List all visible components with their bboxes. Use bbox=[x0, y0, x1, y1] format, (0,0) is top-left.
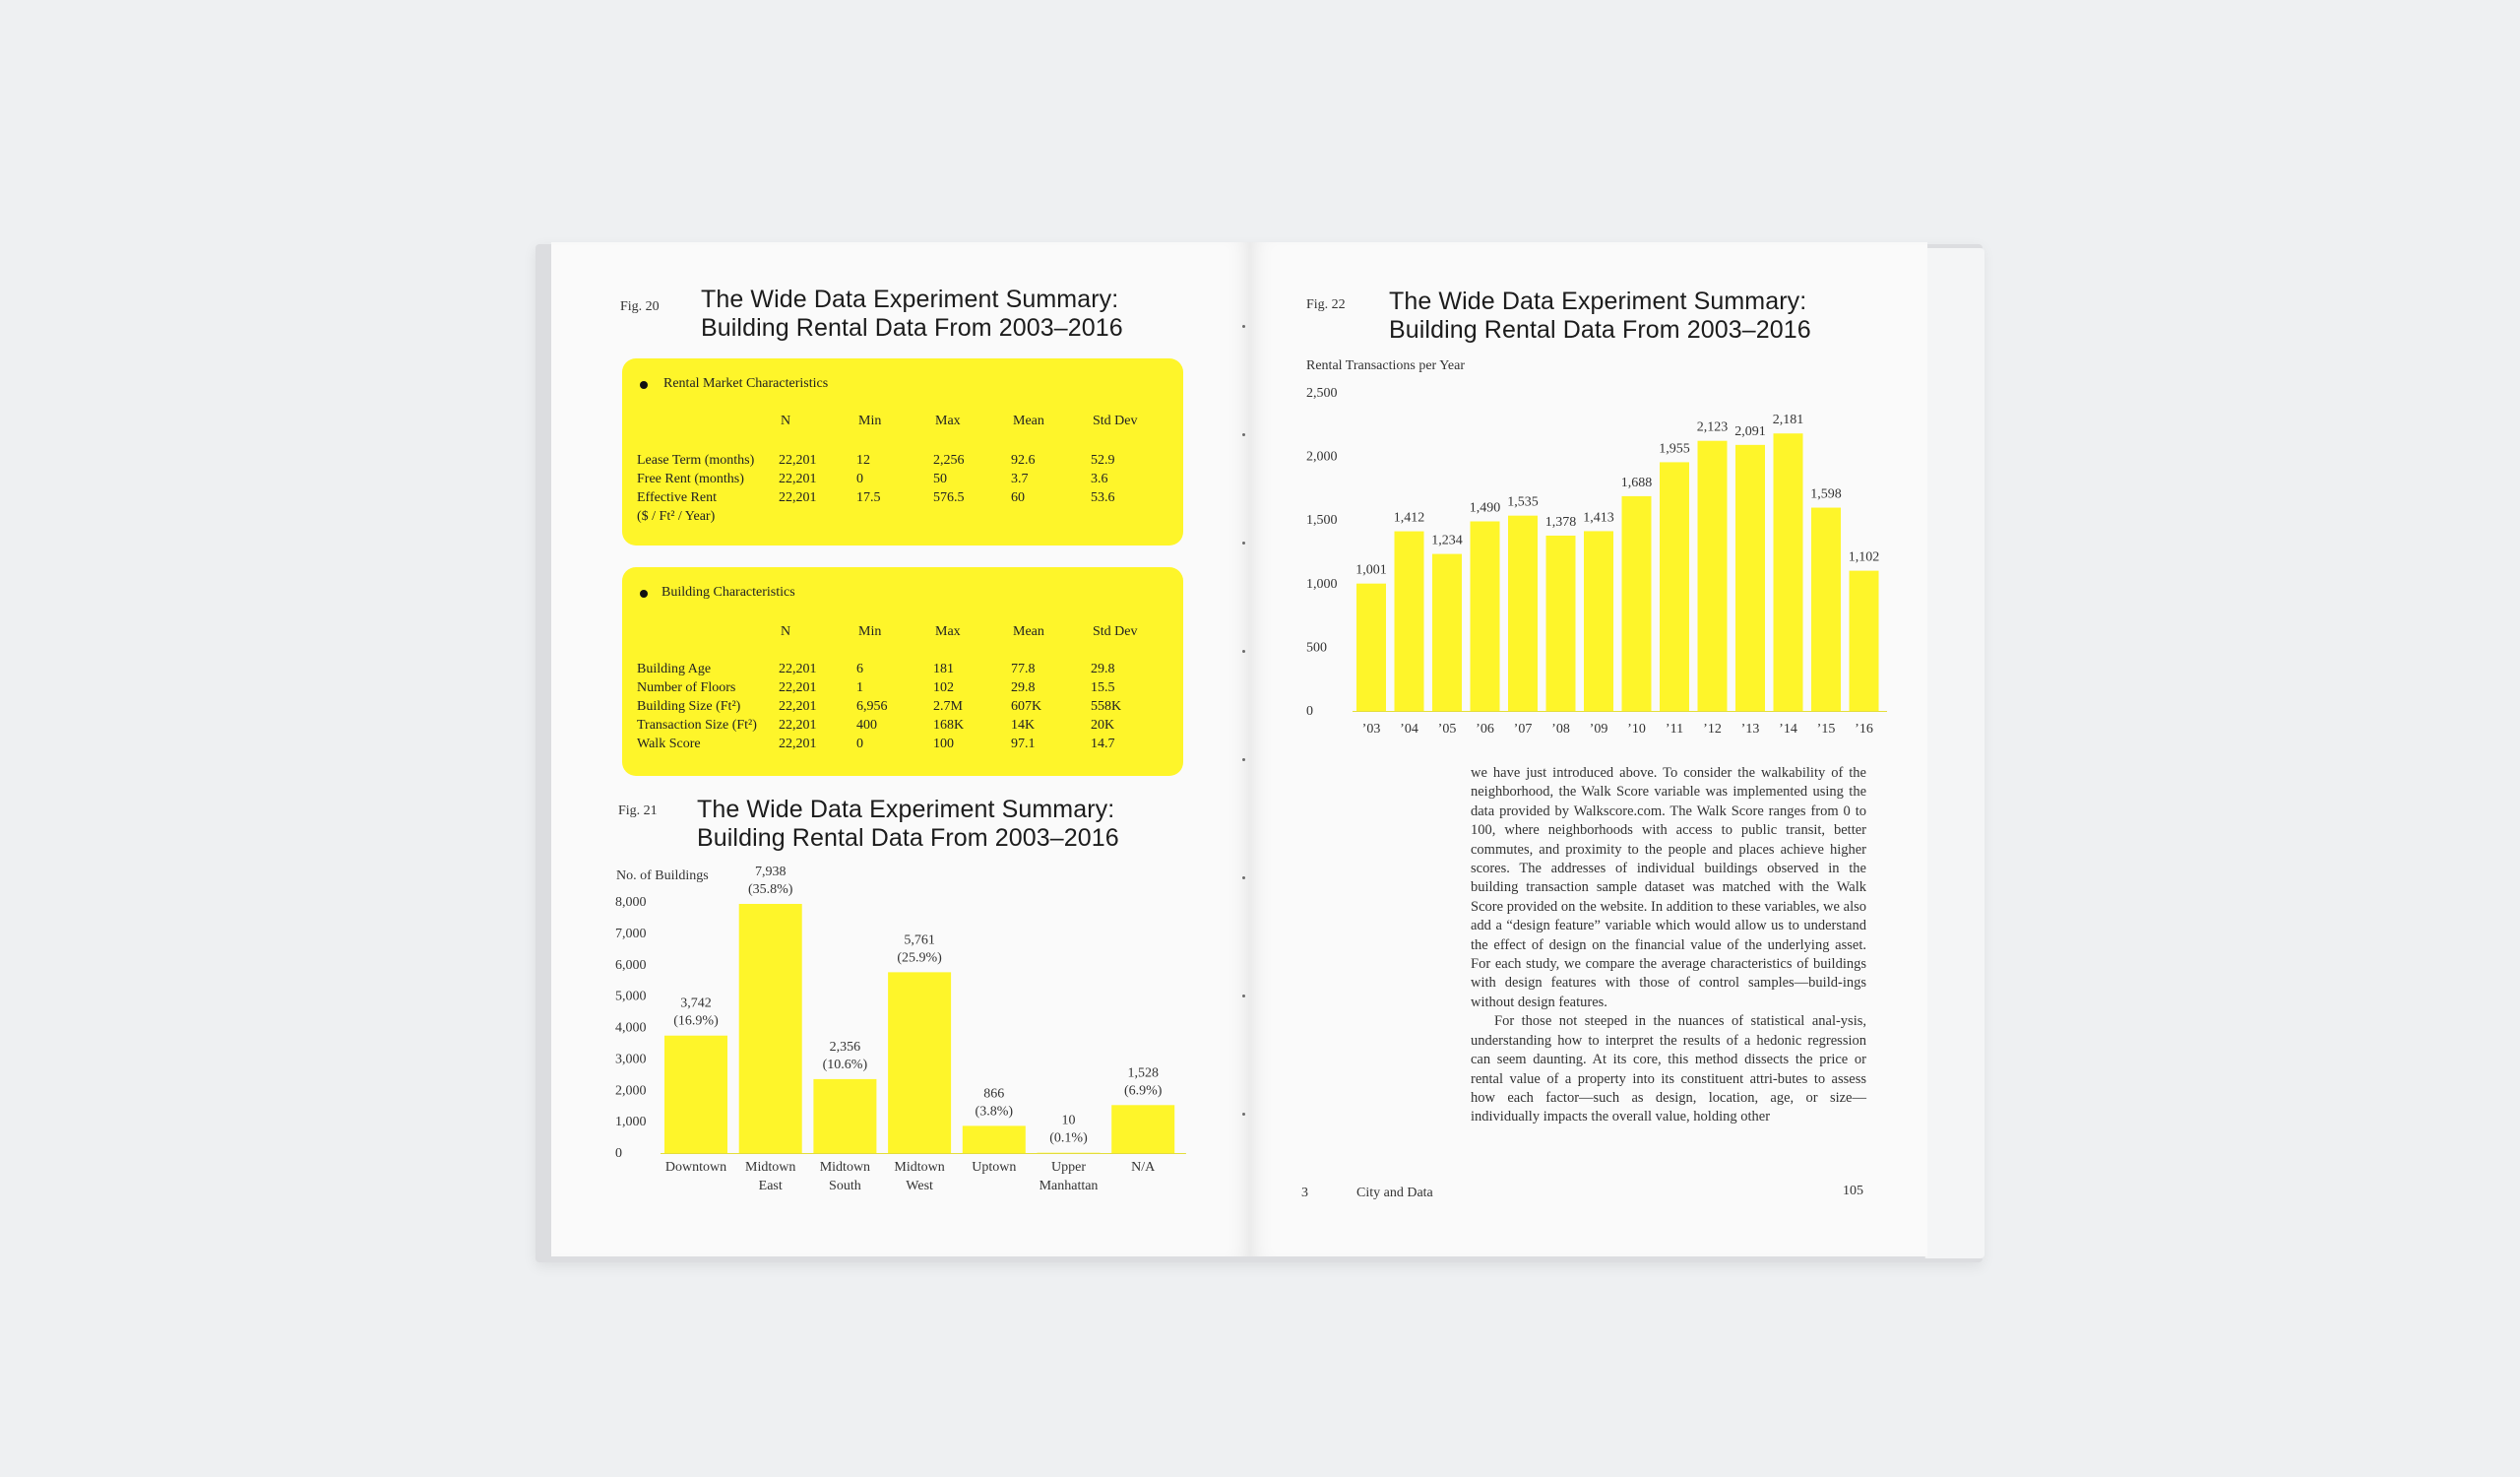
x-tick-label: Midtown bbox=[745, 1160, 796, 1175]
bar bbox=[1471, 521, 1500, 711]
table-cell: 2.7M bbox=[933, 699, 963, 714]
y-tick-label: 1,000 bbox=[615, 1115, 647, 1130]
bar bbox=[1850, 571, 1879, 711]
table-cell: 22,201 bbox=[779, 699, 817, 714]
bar bbox=[963, 1125, 1026, 1153]
column-header: Std Dev bbox=[1093, 624, 1138, 639]
bullet-icon bbox=[640, 381, 648, 389]
data-label: 1,598 bbox=[1810, 486, 1842, 502]
column-header: Mean bbox=[1013, 624, 1044, 639]
bar bbox=[1395, 532, 1424, 711]
column-header: Min bbox=[858, 624, 882, 639]
fig21-bar-chart bbox=[610, 857, 1201, 1211]
table-cell: 100 bbox=[933, 737, 954, 751]
table-heading: Building Characteristics bbox=[662, 585, 795, 600]
table-cell: 576.5 bbox=[933, 490, 965, 505]
table-cell: 52.9 bbox=[1091, 453, 1115, 468]
body-paragraph-1: we have just introduced above. To consider the walkability of the neighborhood, the Walk Score variable was implemented using the data provided by Walkscore.com. The Walk Score ranges from 0 to 100, where neighborhoods with access to public transit, better commutes, and proximity to the people and places achieve higher scores. The addresses of individual buildings observed in the building transaction sample dataset was matched with the Walk Score provided on the website. In addition to these variables, we also add a “design feature” variable which would allow us to understand the effect of design on the financial value of the underlying asset. For each study, we compare the average characteristics of buildings with design features with those of control samples—build-ings without design features. bbox=[1471, 765, 1866, 1010]
bar bbox=[1660, 462, 1689, 711]
column-header: N bbox=[781, 414, 791, 428]
table-cell: 14.7 bbox=[1091, 737, 1115, 751]
data-label-percent: (0.1%) bbox=[1049, 1130, 1088, 1146]
spine-binding bbox=[1242, 325, 1246, 1260]
table-cell: 97.1 bbox=[1011, 737, 1036, 751]
data-label-percent: (25.9%) bbox=[897, 950, 942, 966]
bar bbox=[1111, 1105, 1174, 1153]
table-cell: 1 bbox=[856, 680, 863, 695]
fig22-title-line2: Building Rental Data From 2003–2016 bbox=[1389, 316, 1811, 344]
table-cell: 12 bbox=[856, 453, 870, 468]
x-tick-label: South bbox=[829, 1179, 861, 1193]
column-header: Std Dev bbox=[1093, 414, 1138, 428]
table-cell: 60 bbox=[1011, 490, 1025, 505]
y-tick-label: 4,000 bbox=[615, 1020, 647, 1036]
table-cell: 558K bbox=[1091, 699, 1122, 714]
table-cell: 3.6 bbox=[1091, 472, 1108, 486]
x-tick-label: ’06 bbox=[1476, 722, 1494, 737]
data-label: 1,528 bbox=[1127, 1065, 1159, 1081]
row-label: Lease Term (months) bbox=[637, 453, 755, 468]
data-label: 7,938 bbox=[754, 864, 787, 879]
spine-mark bbox=[1242, 758, 1245, 761]
data-label: 866 bbox=[983, 1086, 1005, 1102]
data-label: 1,413 bbox=[1583, 510, 1614, 526]
y-tick-label: 2,000 bbox=[615, 1083, 647, 1099]
table-cell: 0 bbox=[856, 472, 863, 486]
y-tick-label: 2,000 bbox=[1306, 449, 1338, 465]
data-label: 2,181 bbox=[1772, 413, 1804, 428]
bar bbox=[888, 972, 951, 1153]
x-tick-label: N/A bbox=[1131, 1160, 1156, 1175]
row-label: Free Rent (months) bbox=[637, 472, 744, 486]
y-axis-label: No. of Buildings bbox=[616, 868, 709, 883]
spine-mark bbox=[1242, 542, 1245, 545]
table-cell: 168K bbox=[933, 718, 965, 733]
table-cell: 3.7 bbox=[1011, 472, 1029, 486]
y-axis-label: Rental Transactions per Year bbox=[1306, 358, 1465, 373]
spine-mark bbox=[1242, 995, 1245, 997]
x-tick-label: ’04 bbox=[1400, 722, 1418, 737]
bar bbox=[1432, 554, 1462, 711]
x-tick-label: ’09 bbox=[1589, 722, 1608, 737]
bullet-icon bbox=[640, 590, 648, 598]
x-tick-label: ’03 bbox=[1361, 722, 1381, 737]
fig22-title-line1: The Wide Data Experiment Summary: bbox=[1389, 288, 1807, 315]
table-cell: 15.5 bbox=[1091, 680, 1115, 695]
data-label: 1,955 bbox=[1659, 441, 1690, 457]
spine-mark bbox=[1242, 650, 1245, 653]
y-tick-label: 0 bbox=[1306, 704, 1313, 719]
x-tick-label: East bbox=[758, 1179, 783, 1193]
data-label: 1,490 bbox=[1469, 500, 1501, 516]
table-cell: 22,201 bbox=[779, 490, 817, 505]
table-cell: 20K bbox=[1091, 718, 1115, 733]
bar bbox=[813, 1079, 876, 1153]
footer-page-number: 105 bbox=[1843, 1184, 1863, 1198]
table-cell: 22,201 bbox=[779, 662, 817, 676]
bar bbox=[1735, 445, 1765, 711]
y-tick-label: 6,000 bbox=[615, 957, 647, 973]
x-tick-label: ’11 bbox=[1665, 722, 1684, 737]
x-tick-label: Uptown bbox=[972, 1160, 1017, 1175]
row-label: Building Age bbox=[637, 662, 712, 676]
data-label: 1,535 bbox=[1507, 494, 1539, 510]
row-label: ($ / Ft² / Year) bbox=[637, 509, 716, 524]
spine-mark bbox=[1242, 876, 1245, 879]
table-cell: 22,201 bbox=[779, 680, 817, 695]
fig22-bar-chart bbox=[1299, 353, 1890, 746]
bar bbox=[664, 1036, 727, 1153]
fig20-title-line1: The Wide Data Experiment Summary: bbox=[701, 286, 1119, 313]
x-tick-label: ’14 bbox=[1779, 722, 1797, 737]
fig20-label: Fig. 20 bbox=[620, 299, 660, 314]
table-cell: 53.6 bbox=[1091, 490, 1115, 505]
bar bbox=[1811, 508, 1841, 711]
fig22-title bbox=[1389, 288, 1811, 345]
x-tick-label: Downtown bbox=[664, 1160, 727, 1175]
bar bbox=[1774, 433, 1803, 711]
data-label: 1,001 bbox=[1355, 562, 1387, 578]
data-label: 2,356 bbox=[829, 1039, 861, 1055]
data-label-percent: (3.8%) bbox=[975, 1104, 1014, 1120]
x-tick-label: West bbox=[906, 1179, 933, 1193]
table-cell: 22,201 bbox=[779, 718, 817, 733]
row-label: Number of Floors bbox=[637, 680, 736, 695]
x-tick-label: ’08 bbox=[1551, 722, 1570, 737]
data-label: 1,378 bbox=[1544, 514, 1577, 530]
column-header: Max bbox=[935, 624, 961, 639]
x-tick-label: ’13 bbox=[1740, 722, 1760, 737]
spine-mark bbox=[1242, 1113, 1245, 1116]
building-characteristics-table bbox=[622, 567, 1183, 776]
book-cover-edge bbox=[1924, 248, 1984, 1258]
bar bbox=[1356, 584, 1386, 711]
table-cell: 22,201 bbox=[779, 472, 817, 486]
column-header: Mean bbox=[1013, 414, 1044, 428]
x-tick-label: ’10 bbox=[1627, 722, 1646, 737]
x-tick-label: ’07 bbox=[1513, 722, 1533, 737]
x-tick-label: Midtown bbox=[819, 1160, 871, 1175]
column-header: Min bbox=[858, 414, 882, 428]
y-tick-label: 8,000 bbox=[615, 895, 647, 910]
table-heading: Rental Market Characteristics bbox=[663, 376, 829, 391]
y-tick-label: 3,000 bbox=[615, 1052, 647, 1067]
table-cell: 102 bbox=[933, 680, 954, 695]
fig22-label: Fig. 22 bbox=[1306, 297, 1346, 312]
x-tick-label: Midtown bbox=[894, 1160, 945, 1175]
data-label: 10 bbox=[1061, 1113, 1076, 1128]
table-cell: 92.6 bbox=[1011, 453, 1036, 468]
footer-chapter-title: City and Data bbox=[1356, 1186, 1433, 1200]
footer-chapter-number: 3 bbox=[1301, 1186, 1308, 1200]
table-cell: 400 bbox=[856, 718, 877, 733]
table-cell: 0 bbox=[856, 737, 863, 751]
y-tick-label: 2,500 bbox=[1306, 386, 1338, 401]
data-label: 1,412 bbox=[1393, 510, 1425, 526]
data-label-percent: (6.9%) bbox=[1123, 1083, 1163, 1099]
rental-market-table bbox=[622, 358, 1183, 546]
y-tick-label: 500 bbox=[1306, 640, 1327, 656]
data-label-percent: (35.8%) bbox=[747, 881, 793, 897]
spine-mark bbox=[1242, 325, 1245, 328]
x-tick-label: ’16 bbox=[1855, 722, 1873, 737]
data-label: 2,091 bbox=[1734, 423, 1766, 439]
row-label: Building Size (Ft²) bbox=[637, 699, 741, 714]
table-cell: 22,201 bbox=[779, 453, 817, 468]
row-label: Effective Rent bbox=[637, 490, 717, 505]
data-label: 1,688 bbox=[1620, 475, 1653, 490]
bar bbox=[1622, 496, 1652, 711]
x-tick-label: ’12 bbox=[1703, 722, 1722, 737]
body-text bbox=[1471, 764, 1866, 1127]
x-tick-label: Upper bbox=[1051, 1160, 1086, 1175]
table-cell: 50 bbox=[933, 472, 947, 486]
table-cell: 22,201 bbox=[779, 737, 817, 751]
bar bbox=[1546, 536, 1576, 711]
fig20-title bbox=[701, 286, 1123, 343]
table-cell: 2,256 bbox=[933, 453, 965, 468]
data-label-percent: (10.6%) bbox=[822, 1057, 868, 1072]
fig21-title-line2: Building Rental Data From 2003–2016 bbox=[697, 824, 1119, 852]
table-cell: 17.5 bbox=[856, 490, 881, 505]
fig21-label: Fig. 21 bbox=[618, 803, 658, 818]
column-header: N bbox=[781, 624, 791, 639]
bar bbox=[739, 904, 802, 1153]
data-label: 1,102 bbox=[1848, 549, 1880, 565]
row-label: Transaction Size (Ft²) bbox=[637, 718, 757, 733]
y-tick-label: 5,000 bbox=[615, 989, 647, 1004]
data-label: 5,761 bbox=[904, 932, 935, 948]
data-label: 2,123 bbox=[1696, 419, 1729, 435]
column-header: Max bbox=[935, 414, 961, 428]
y-tick-label: 1,500 bbox=[1306, 513, 1338, 529]
x-tick-label: ’15 bbox=[1816, 722, 1836, 737]
bar bbox=[1508, 516, 1538, 711]
table-cell: 29.8 bbox=[1011, 680, 1036, 695]
table-cell: 181 bbox=[933, 662, 954, 676]
bar bbox=[1584, 531, 1613, 711]
bar bbox=[1698, 441, 1728, 711]
data-label: 3,742 bbox=[680, 995, 712, 1011]
x-tick-label: ’05 bbox=[1437, 722, 1457, 737]
fig20-title-line2: Building Rental Data From 2003–2016 bbox=[701, 314, 1123, 342]
table-cell: 6,956 bbox=[856, 699, 888, 714]
data-label-percent: (16.9%) bbox=[673, 1013, 719, 1029]
x-tick-label: Manhattan bbox=[1039, 1179, 1099, 1193]
y-tick-label: 0 bbox=[615, 1146, 622, 1161]
row-label: Walk Score bbox=[637, 737, 701, 751]
data-label: 1,234 bbox=[1431, 533, 1463, 548]
fig21-title bbox=[697, 796, 1119, 853]
table-cell: 77.8 bbox=[1011, 662, 1036, 676]
table-cell: 29.8 bbox=[1091, 662, 1115, 676]
table-cell: 14K bbox=[1011, 718, 1036, 733]
y-tick-label: 7,000 bbox=[615, 926, 647, 941]
spine-mark bbox=[1242, 433, 1245, 436]
table-cell: 607K bbox=[1011, 699, 1042, 714]
fig21-title-line1: The Wide Data Experiment Summary: bbox=[697, 796, 1115, 823]
y-tick-label: 1,000 bbox=[1306, 576, 1338, 592]
body-paragraph-2: For those not steeped in the nuances of statistical anal-ysis, understanding how to interpret the results of a hedonic regression can seem daunting. At its core, this method dissects the price or rental value of a property into its constituent attri-butes to assess how each factor—such as design, location, age, or size—individually impacts the overall value, holding other bbox=[1471, 1013, 1866, 1125]
table-cell: 6 bbox=[856, 662, 863, 676]
